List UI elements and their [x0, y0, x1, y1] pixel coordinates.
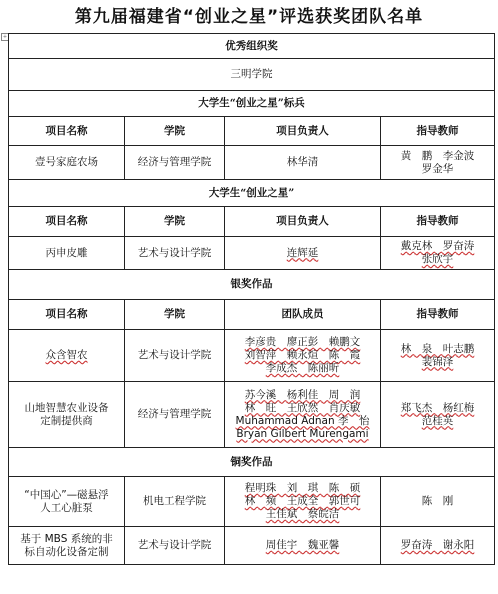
member-line: 刘智萍 赖永煊 陈 霞 — [244, 349, 361, 361]
page-title: 第九届福建省“创业之星”评选获奖团队名单 — [74, 7, 424, 27]
section-title: 大学生“创业之星”标兵 — [9, 91, 495, 117]
table-header-row — [9, 300, 495, 330]
college-name: 艺术与设计学院 — [125, 237, 225, 270]
project-line: 众含智农 — [45, 349, 88, 361]
column-header: 项目名称 — [9, 300, 125, 330]
advisor-line: 罗金华 — [421, 162, 454, 175]
members-cell — [225, 477, 381, 527]
table-row — [9, 382, 495, 448]
project-name: 壹号家庭农场 — [9, 146, 125, 180]
member-line: 李彦贵 廖正彭 赖鹏文 — [244, 336, 361, 348]
project-name — [9, 382, 125, 448]
member-line: 林 频 王成全 郭世可 — [244, 495, 361, 507]
project-name — [9, 477, 125, 527]
award-table — [8, 33, 495, 565]
column-header: 团队成员 — [225, 300, 381, 330]
member-line: 王佳斌 蔡皖洁 — [265, 508, 340, 520]
column-header: 项目负责人 — [225, 117, 381, 146]
advisor-line: 郑飞杰 杨红梅 — [400, 401, 475, 414]
advisor-line: 林 泉 叶志鹏 — [400, 342, 475, 355]
table-row — [9, 330, 495, 382]
section-heading-star — [9, 180, 495, 207]
members-cell — [225, 382, 381, 448]
section-heading-bronze — [9, 448, 495, 477]
project-line: 人工心脏泵 — [40, 501, 93, 514]
column-header: 指导教师 — [381, 117, 495, 146]
column-header: 学院 — [125, 300, 225, 330]
table-row — [9, 146, 495, 180]
college-name: 艺术与设计学院 — [125, 527, 225, 565]
table-header-row — [9, 117, 495, 146]
org-winner: 三明学院 — [9, 59, 495, 91]
member-line: 苏今溪 杨利佳 周 润 — [244, 388, 361, 401]
column-header: 指导教师 — [381, 207, 495, 237]
advisor-line: 张欣宇 — [421, 253, 454, 265]
project-leader-cell — [225, 237, 381, 270]
project-leader: 连辉延 — [286, 246, 319, 259]
college-name: 机电工程学院 — [125, 477, 225, 527]
column-header: 指导教师 — [381, 300, 495, 330]
section-title: 银奖作品 — [9, 270, 495, 300]
section-title: 铜奖作品 — [9, 448, 495, 477]
advisor-cell — [381, 146, 495, 180]
project-leader: 林华清 — [225, 146, 381, 180]
advisor-cell — [381, 527, 495, 565]
members-cell — [225, 527, 381, 565]
section-title: 大学生“创业之星” — [9, 180, 495, 207]
project-line: 山地智慧农业设备 — [24, 401, 109, 414]
column-header: 项目名称 — [9, 117, 125, 146]
advisor-cell — [381, 330, 495, 382]
column-header: 项目名称 — [9, 207, 125, 237]
table-row — [9, 477, 495, 527]
member-line: Muhammad Adnan 李 怡 — [235, 414, 370, 427]
advisor-line: 罗奋涛 谢永阳 — [400, 539, 475, 551]
project-line: 定制提供商 — [40, 414, 93, 427]
table-row — [9, 527, 495, 565]
section-title: 优秀组织奖 — [9, 34, 495, 59]
college-name: 艺术与设计学院 — [125, 330, 225, 382]
table-row — [9, 237, 495, 270]
project-name: 丙申皮雕 — [9, 237, 125, 270]
section-heading-pacesetter — [9, 91, 495, 117]
advisor-line: 裴锦泽 — [421, 355, 454, 368]
member-line: Bryan Gilbert Murengami — [236, 427, 369, 440]
project-name — [9, 330, 125, 382]
table-header-row — [9, 207, 495, 237]
member-line: 李成杰 陈丽昕 — [265, 362, 340, 374]
column-header: 项目负责人 — [225, 207, 381, 237]
advisor-line: 范桂英 — [421, 414, 454, 427]
section-heading-org — [9, 34, 495, 59]
advisor-cell — [381, 382, 495, 448]
column-header: 学院 — [125, 207, 225, 237]
column-header: 学院 — [125, 117, 225, 146]
advisor-cell — [381, 237, 495, 270]
advisor-cell — [381, 477, 495, 527]
member-line: 程明珠 刘 琪 陈 硕 — [244, 482, 361, 494]
advisor-line: 戴克林 罗奋涛 — [400, 240, 475, 252]
project-line: 基于 MBS 系统的非 — [20, 532, 113, 545]
table-anchor-icon[interactable]: + — [2, 34, 8, 40]
org-winner-row — [9, 59, 495, 91]
project-name — [9, 527, 125, 565]
member-line: 林 旺 王欣然 肖庆敏 — [244, 401, 361, 414]
college-name: 经济与管理学院 — [125, 382, 225, 448]
member-line: 周佳宇 魏亚馨 — [265, 539, 340, 551]
project-line: “中国心”—磁悬浮 — [24, 488, 109, 501]
advisor-line: 黄 鹏 李金波 — [400, 149, 475, 162]
members-cell — [225, 330, 381, 382]
section-heading-silver — [9, 270, 495, 300]
college-name: 经济与管理学院 — [125, 146, 225, 180]
project-line: 标自动化设备定制 — [24, 545, 109, 558]
advisor-line: 陈 刚 — [421, 495, 454, 507]
